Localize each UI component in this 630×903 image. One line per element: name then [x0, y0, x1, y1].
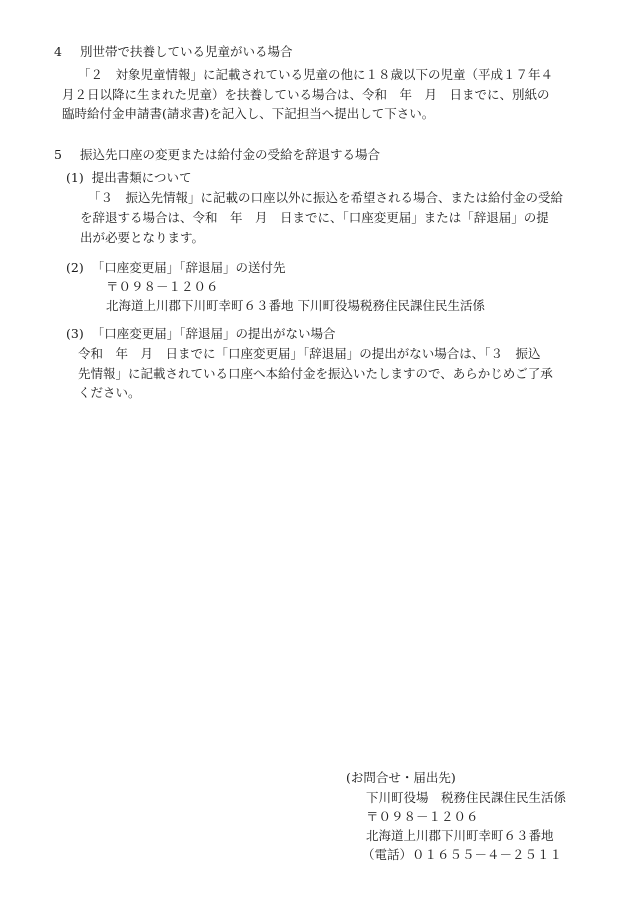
subsection-1-heading — [66, 170, 191, 186]
subsection-2-heading — [66, 260, 285, 276]
subsection-3-body-line-3: ください。 — [78, 385, 141, 400]
subsection-1-title: 提出書類について — [91, 170, 192, 185]
subsection-2-marker: (2) — [66, 260, 84, 275]
subsection-1-body-line-3: 出が必要となります。 — [80, 230, 205, 245]
contact-address: 北海道上川郡下川町幸町６３番地 — [366, 828, 554, 843]
section-4-title: 別世帯で扶養している児童がいる場合 — [79, 44, 293, 59]
section-5-title: 振込先口座の変更または給付金の受給を辞退する場合 — [79, 147, 380, 162]
section-4-body-line-2: 月２日以降に生まれた児童）を扶養している場合は、令和 年 月 日までに、別紙の — [62, 87, 550, 102]
section-4-body-line-3: 臨時給付金申請書(請求書)を記入し、下記担当へ提出して下さい。 — [62, 106, 435, 121]
subsection-2-title: 「口座変更届」「辞退届」の送付先 — [91, 260, 286, 275]
subsection-3-heading — [66, 326, 335, 342]
subsection-3-body-line-1: 令和 年 月 日までに「口座変更届」「辞退届」の提出がない場合は、「３ 振込 — [78, 346, 541, 361]
section-4-body-line-1: 「２ 対象児童情報」に記載されている児童の他に１８歳以下の児童（平成１７年４ — [78, 67, 554, 82]
section-4-number: 4 — [54, 44, 62, 59]
contact-heading: (お問合せ・届出先) — [346, 770, 456, 785]
subsection-3-body-line-2: 先情報」に記載されている口座へ本給付金を振込いたしますので、あらかじめご了承 — [78, 366, 553, 381]
subsection-1-body-line-1: 「３ 振込先情報」に記載の口座以外に振込を希望される場合、または給付金の受給 — [88, 190, 564, 205]
contact-postal-code: 〒０９８－１２０６ — [366, 809, 479, 824]
subsection-2-postal-code: 〒０９８－１２０６ — [106, 279, 219, 294]
section-5-number: 5 — [54, 147, 62, 162]
subsection-3-title: 「口座変更届」「辞退届」の提出がない場合 — [91, 326, 336, 341]
subsection-2-address: 北海道上川郡下川町幸町６３番地 下川町役場税務住民課住民生活係 — [106, 298, 485, 313]
contact-office: 下川町役場 税務住民課住民生活係 — [366, 790, 567, 805]
section-5-heading — [54, 147, 380, 163]
subsection-1-marker: (1) — [66, 170, 84, 185]
subsection-3-marker: (3) — [66, 326, 84, 341]
subsection-1-body-line-2: を辞退する場合は、令和 年 月 日までに、「口座変更届」または「辞退届」の提 — [80, 210, 549, 225]
section-4-heading — [54, 44, 292, 60]
contact-phone: （電話）０１６５５－４－２５１１ — [362, 847, 563, 862]
